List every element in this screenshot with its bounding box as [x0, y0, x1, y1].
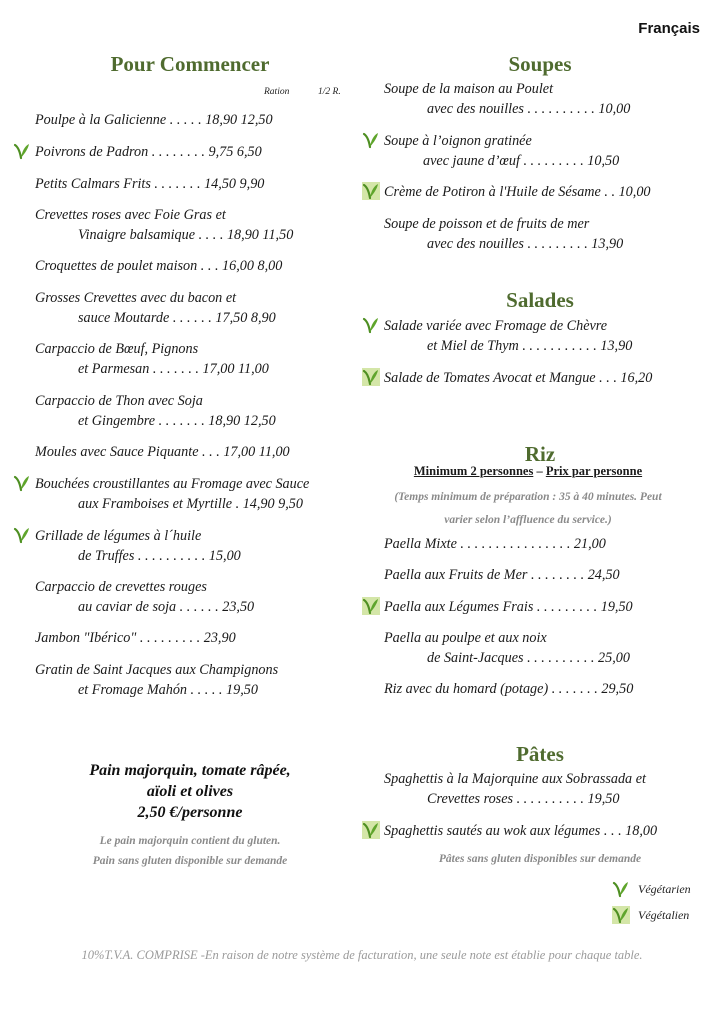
- menu-item: Crème de Potiron à l'Huile de Sésame . . 10,00: [384, 184, 651, 200]
- bread-price: 2,50 €/personne: [137, 804, 243, 821]
- menu-item: Soupe de poisson et de fruits de mer: [384, 216, 590, 232]
- menu-item-line2: avec des nouilles . . . . . . . . . . 10,00: [427, 101, 631, 117]
- menu-item-line2: sauce Moutarde . . . . . . 17,50 8,90: [78, 310, 276, 326]
- menu-item-line2: et Gingembre . . . . . . . 18,90 12,50: [78, 413, 276, 429]
- menu-item: Soupe à l’oignon gratinée: [384, 133, 532, 149]
- menu-item: Grillade de légumes à l´huile: [35, 528, 202, 544]
- menu-item-line2: Crevettes roses . . . . . . . . . . 19,50: [427, 791, 620, 807]
- section-title-soups: Soupes: [508, 52, 572, 76]
- menu-item: Soupe de la maison au Poulet: [384, 81, 554, 97]
- rice-minimum-note: Minimum 2 personnes – Prix par personne: [413, 464, 643, 478]
- menu-item-line2: avec jaune d’œuf . . . . . . . . . 10,50: [423, 153, 620, 169]
- vegan-leaf-icon: [362, 368, 380, 386]
- menu-item: Salade variée avec Fromage de Chèvre: [384, 318, 608, 334]
- menu-item-line2: de Truffes . . . . . . . . . . 15,00: [78, 548, 241, 564]
- menu-item-line2: et Fromage Mahón . . . . . 19,50: [78, 682, 258, 698]
- vegan-leaf-icon: [362, 597, 380, 615]
- legend-vegan: Végétalien: [638, 908, 690, 922]
- menu-item: Riz avec du homard (potage) . . . . . . . 29,50: [384, 681, 634, 697]
- menu-item-line2: de Saint-Jacques . . . . . . . . . . 25,00: [427, 650, 630, 666]
- menu-item: Petits Calmars Frits . . . . . . . 14,50 9,90: [35, 176, 265, 192]
- menu-item: Spaghettis sautés au wok aux légumes . . . 18,00: [384, 823, 658, 839]
- section-title-rice: Riz: [524, 442, 556, 466]
- section-title-pasta: Pâtes: [516, 742, 564, 766]
- menu-item: Bouchées croustillantes au Fromage avec Sauce: [35, 476, 310, 492]
- menu-item: Salade de Tomates Avocat et Mangue . . . 16,20: [384, 370, 653, 386]
- menu-item-line2: et Miel de Thym . . . . . . . . . . . 13,90: [427, 338, 633, 354]
- menu-item: Poulpe à la Galicienne . . . . . 18,90 12,50: [35, 112, 273, 128]
- menu-item: Jambon "Ibérico" . . . . . . . . . 23,90: [35, 630, 236, 646]
- rice-preparation-note: (Temps minimum de préparation : 35 à 40 minutes. Peut varier selon l’affluence du service.): [394, 491, 662, 526]
- vegan-leaf-icon: [362, 182, 380, 200]
- section-title-starters: Pour Commencer: [110, 52, 270, 76]
- vegetarian-leaf-icon: [13, 142, 31, 160]
- vegetarian-leaf-icon: [13, 526, 31, 544]
- menu-item: Moules avec Sauce Piquante . . . 17,00 11,00: [35, 444, 290, 460]
- bread-line-1: Pain majorquin, tomate râpée,: [89, 762, 291, 779]
- menu-item: Paella Mixte . . . . . . . . . . . . . . . . 21,00: [384, 536, 606, 552]
- menu-item: Crevettes roses avec Foie Gras et: [35, 207, 226, 223]
- bread-offer: [40, 760, 340, 823]
- vegan-leaf-icon: [362, 821, 380, 839]
- menu-item: Carpaccio de crevettes rouges: [35, 579, 207, 595]
- menu-item: Croquettes de poulet maison . . . 16,00 8,00: [35, 258, 283, 274]
- footer-vat-note: 10%T.V.A. COMPRISE -En raison de notre système de facturation, une seule note est établie pour chaque table.: [81, 948, 643, 962]
- vegetarian-legend-icon: [612, 880, 630, 898]
- menu-item: Spaghettis à la Majorquine aux Sobrassada et: [384, 771, 646, 787]
- legend-vegetarian: Végétarien: [638, 882, 691, 896]
- menu-item-line2: au caviar de soja . . . . . . 23,50: [78, 599, 255, 615]
- menu-item: Poivrons de Padron . . . . . . . . 9,75 6,50: [35, 144, 262, 160]
- menu-item: Gratin de Saint Jacques aux Champignons: [35, 662, 279, 678]
- menu-item: Grosses Crevettes avec du bacon et: [35, 290, 237, 306]
- pasta-gluten-free-note: Pâtes sans gluten disponibles sur demande: [438, 853, 642, 865]
- menu-item-line2: et Parmesan . . . . . . . 17,00 11,00: [78, 361, 269, 377]
- menu-item-line2: Vinaigre balsamique . . . . 18,90 11,50: [78, 227, 294, 243]
- menu-item: Paella aux Fruits de Mer . . . . . . . . 24,50: [384, 567, 620, 583]
- bread-line-2: aïoli et olives: [146, 783, 234, 800]
- column-header-half-ration: 1/2 R.: [318, 87, 341, 97]
- vegetarian-leaf-icon: [13, 474, 31, 492]
- vegetarian-leaf-icon: [362, 316, 380, 334]
- vegan-legend-icon: [612, 906, 630, 924]
- menu-item-line2: avec des nouilles . . . . . . . . . 13,90: [427, 236, 624, 252]
- menu-item: Carpaccio de Thon avec Soja: [35, 393, 203, 409]
- menu-item-line2: aux Framboises et Myrtille . 14,90 9,50: [78, 496, 303, 512]
- section-title-salads: Salades: [506, 288, 574, 312]
- language-label[interactable]: Français: [638, 20, 700, 37]
- column-header-ration: Ration: [264, 87, 290, 97]
- menu-item: Paella aux Légumes Frais . . . . . . . . . 19,50: [384, 599, 633, 615]
- gluten-note: Le pain majorquin contient du gluten.: [99, 835, 281, 847]
- menu-item: Carpaccio de Bœuf, Pignons: [35, 341, 199, 357]
- menu-item: Paella au poulpe et aux noix: [384, 630, 547, 646]
- vegetarian-leaf-icon: [362, 131, 380, 149]
- gluten-free-note: Pain sans gluten disponible sur demande: [92, 855, 288, 867]
